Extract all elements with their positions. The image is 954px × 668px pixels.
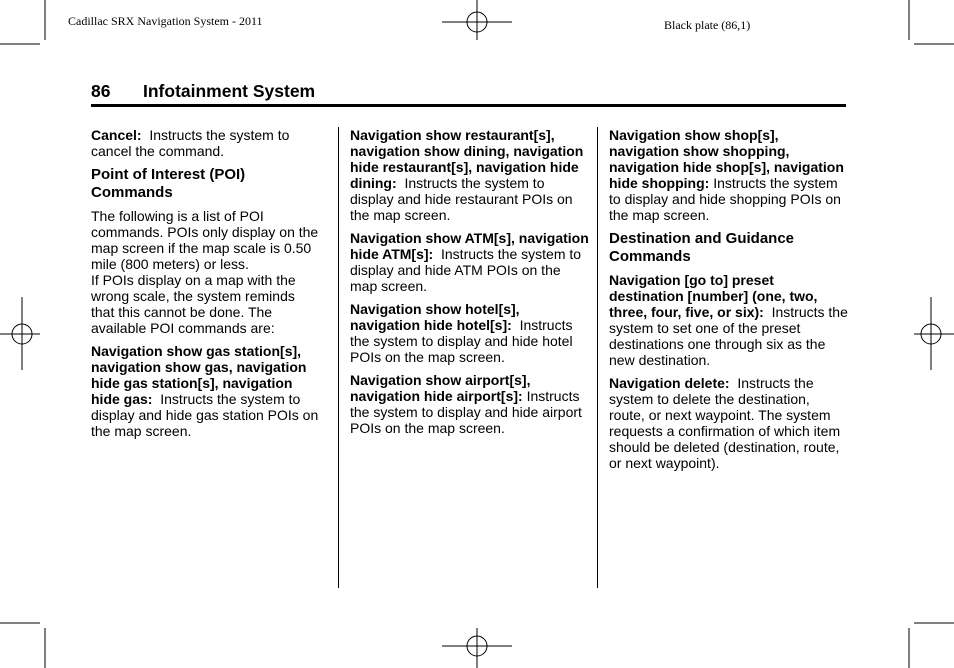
- column-divider-2: [597, 127, 598, 588]
- command-description: Instructs the system to display and hide gas station POIs on the map screen.: [91, 391, 319, 439]
- destination-heading: Destination and Guidance Commands: [609, 230, 795, 265]
- command-term: Navigation delete:: [609, 375, 730, 391]
- preset-destination-entry: [609, 272, 849, 368]
- registration-target-bottom: [442, 628, 512, 668]
- cancel-entry: [91, 127, 322, 159]
- registration-target-left: [0, 297, 40, 370]
- text-column-1: [91, 127, 322, 446]
- command-description: Instructs the system to display and hide restaurant POIs on the map screen.: [350, 175, 573, 223]
- registration-target-right: [914, 297, 954, 370]
- poi-intro-paragraph: If POIs display on a map with the wrong scale, the system reminds that this cannot be done. The available POI commands are:: [91, 272, 296, 336]
- command-description: Instructs the system to display and hide hotel POIs on the map screen.: [350, 317, 573, 365]
- atm-entry: [350, 230, 590, 294]
- shop-entry: [609, 127, 849, 223]
- navigation-delete-entry: [609, 375, 849, 471]
- command-description: Instructs the system to delete the destination, route, or next waypoint. The system requests a confirmation of which item should be deleted (destination, route, or next waypoint).: [609, 375, 841, 471]
- command-term: Navigation show gas station[s], navigation show gas, navigation hide gas station[s], navigation hide gas:: [91, 343, 307, 407]
- command-description: Instructs the system to display and hide ATM POIs on the map screen.: [350, 246, 582, 294]
- command-term: Navigation show shop[s], navigation show shopping, navigation hide shop[s], navigation hide shopping:: [609, 127, 844, 191]
- section-title: Infotainment System: [143, 81, 316, 101]
- command-description: Instructs the system to set one of the preset destinations one through six as the new destination.: [609, 304, 848, 368]
- page-number: 86: [91, 81, 111, 101]
- page-header: [91, 80, 846, 107]
- command-term: Navigation show airport[s], navigation hide airport[s]:: [350, 372, 531, 404]
- poi-intro-paragraph: The following is a list of POI commands. POIs only display on the map screen if the map scale is 0.50 mile (800 meters) or less.: [91, 208, 319, 272]
- command-term: Navigation [go to] preset destination [number] (one, two, three, four, five, or six):: [609, 272, 818, 320]
- command-description: Instructs the system to display and hide airport POIs on the map screen.: [350, 388, 582, 436]
- print-slug-right: Black plate (86,1): [664, 18, 751, 32]
- gas-station-entry: [91, 343, 322, 439]
- print-slug-left: Cadillac SRX Navigation System - 2011: [68, 14, 263, 28]
- text-column-3: [609, 127, 849, 478]
- command-term: Navigation show restaurant[s], navigation show dining, navigation hide restaurant[s], navigation hide dining:: [350, 127, 584, 191]
- column-divider-1: [338, 127, 339, 588]
- hotel-entry: [350, 301, 590, 365]
- airport-entry: [350, 372, 590, 436]
- text-column-2: [350, 127, 590, 443]
- restaurant-entry: [350, 127, 590, 223]
- command-term: Navigation show hotel[s], navigation hide hotel[s]:: [350, 301, 520, 333]
- command-description: Instructs the system to display and hide shopping POIs on the map screen.: [609, 175, 841, 223]
- registration-target-top: [442, 0, 512, 40]
- poi-heading: Point of Interest (POI) Commands: [91, 166, 246, 201]
- command-term: Cancel:: [91, 127, 142, 143]
- command-term: Navigation show ATM[s], navigation hide ATM[s]:: [350, 230, 589, 262]
- command-description: Instructs the system to cancel the command.: [91, 127, 290, 159]
